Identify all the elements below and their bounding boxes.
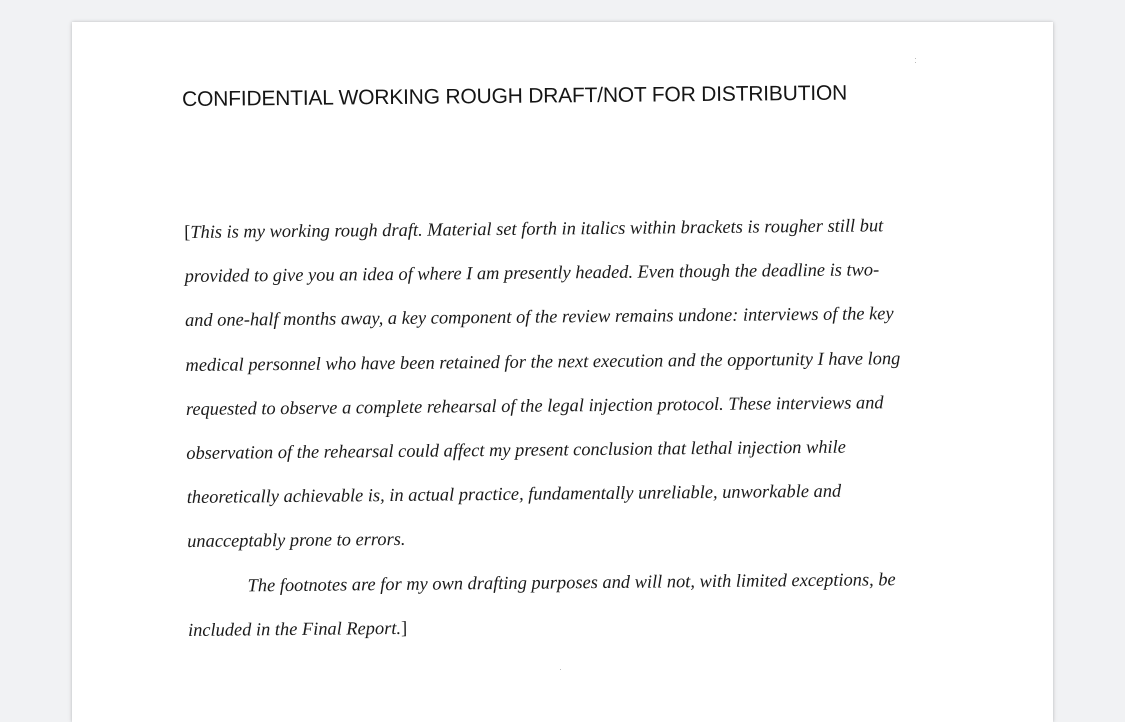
paragraph2-line-1: The footnotes are for my own drafting purposes and will not, with limited exceptions, be [247, 568, 896, 596]
paragraph1-line-2: provided to give you an idea of where I am presently headed. Even though the deadline is two- [184, 259, 880, 287]
scan-speck [915, 58, 916, 59]
paragraph1-line-1: [This is my working rough draft. Material set forth in italics within brackets is rougher still but [184, 215, 884, 242]
document-heading: CONFIDENTIAL WORKING ROUGH DRAFT/NOT FOR DISTRIBUTION [182, 81, 848, 111]
open-bracket: [ [184, 221, 191, 242]
paragraph1-line-5: requested to observe a complete rehearsal of the legal injection protocol. These interviews and [185, 392, 884, 419]
paragraph1-line-7: theoretically achievable is, in actual practice, fundamentally unreliable, unworkable and [186, 480, 842, 508]
close-bracket: ] [400, 617, 408, 638]
document-page [72, 22, 1053, 722]
paragraph1-line-6: observation of the rehearsal could affect my present conclusion that lethal injection while [186, 436, 846, 464]
scan-speck [560, 669, 561, 670]
scan-speck [915, 62, 916, 63]
paragraph1-line-3: and one-half months away, a key component of the review remains undone: interviews of the key [184, 303, 894, 331]
paragraph1-line-8: unacceptably prone to errors. [187, 529, 406, 552]
paragraph1-line-4: medical personnel who have been retained for the next execution and the opportunity I have long [185, 347, 901, 375]
paragraph2-line-2: included in the Final Report.] [187, 617, 408, 640]
draft-note [184, 203, 948, 652]
